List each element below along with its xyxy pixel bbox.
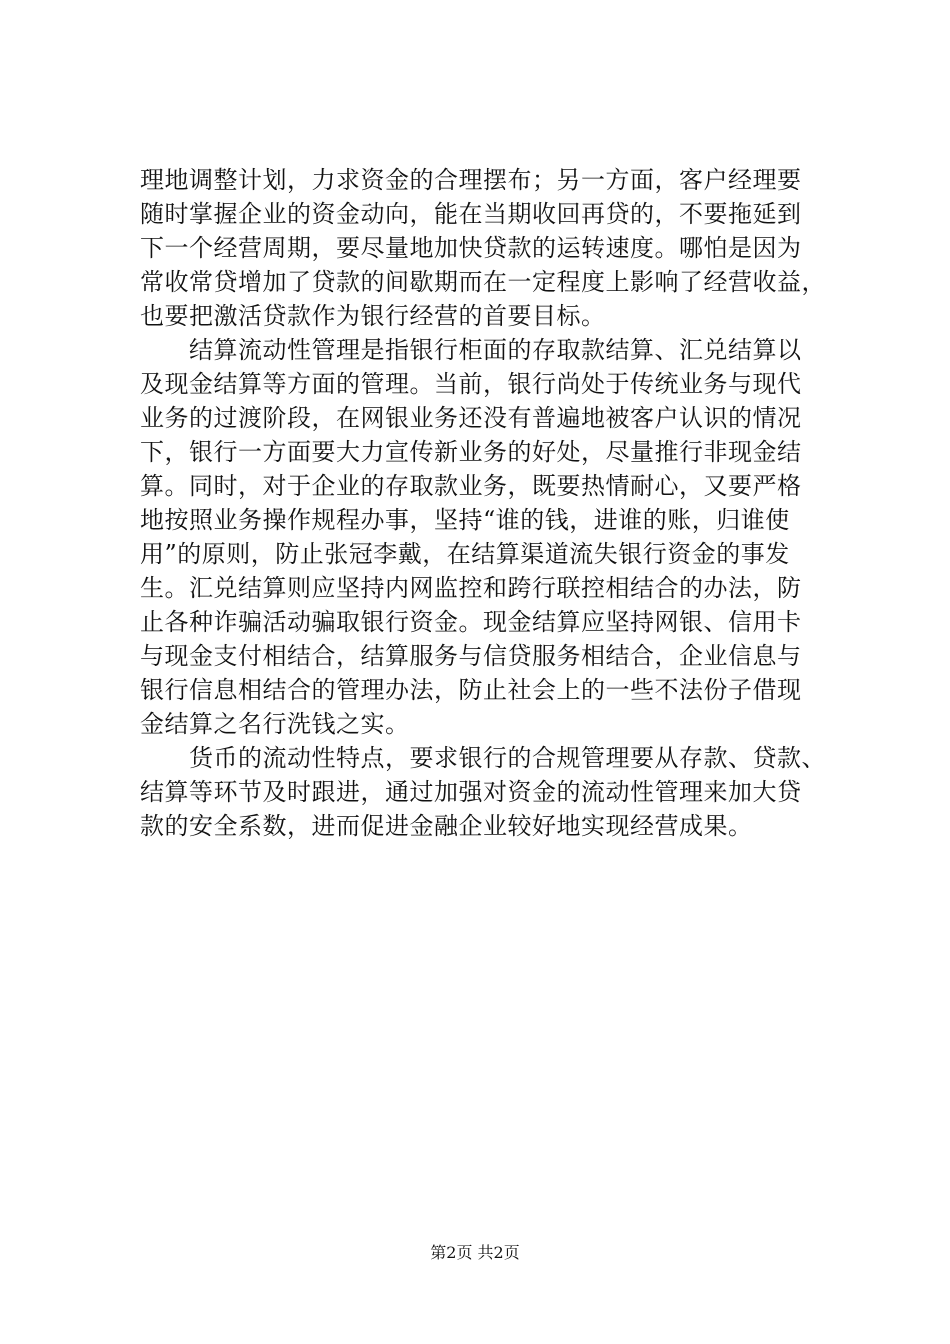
- text-line: 金结算之名行洗钱之实。: [140, 710, 410, 738]
- text-line: 地按照业务操作规程办事，坚持“谁的钱，进谁的账，归谁使: [140, 506, 790, 534]
- text-line: 货币的流动性特点，要求银行的合规管理要从存款、贷款、: [140, 744, 826, 772]
- text-line: 也要把激活贷款作为银行经营的首要目标。: [140, 302, 606, 330]
- text-line: 常收常贷增加了贷款的间歇期而在一定程度上影响了经营收益，: [140, 268, 826, 296]
- text-line: 及现金结算等方面的管理。当前，银行尚处于传统业务与现代: [140, 370, 802, 398]
- text-line: 随时掌握企业的资金动向，能在当期收回再贷的，不要拖延到: [140, 200, 802, 228]
- text-line: 算。同时，对于企业的存取款业务，既要热情耐心，又要严格: [140, 472, 802, 500]
- text-line: 结算流动性管理是指银行柜面的存取款结算、汇兑结算以: [140, 336, 802, 364]
- text-line: 下，银行一方面要大力宣传新业务的好处，尽量推行非现金结: [140, 438, 802, 466]
- text-line: 生。汇兑结算则应坚持内网监控和跨行联控相结合的办法，防: [140, 574, 802, 602]
- text-line: 下一个经营周期，要尽量地加快贷款的运转速度。哪怕是因为: [140, 234, 802, 262]
- text-line: 银行信息相结合的管理办法，防止社会上的一些不法份子借现: [140, 676, 802, 704]
- text-line: 止各种诈骗活动骗取银行资金。现金结算应坚持网银、信用卡: [140, 608, 802, 636]
- text-line: 用”的原则，防止张冠李戴，在结算渠道流失银行资金的事发: [140, 540, 790, 568]
- text-line: 结算等环节及时跟进，通过加强对资金的流动性管理来加大贷: [140, 778, 802, 806]
- text-line: 理地调整计划，力求资金的合理摆布；另一方面，客户经理要: [140, 166, 802, 194]
- page-footer: 第2页 共2页: [430, 1243, 520, 1262]
- body-text: [140, 163, 826, 843]
- text-line: 款的安全系数，进而促进金融企业较好地实现经营成果。: [140, 812, 753, 840]
- text-line: 与现金支付相结合，结算服务与信贷服务相结合，企业信息与: [140, 642, 802, 670]
- text-line: 业务的过渡阶段，在网银业务还没有普遍地被客户认识的情况: [140, 404, 802, 432]
